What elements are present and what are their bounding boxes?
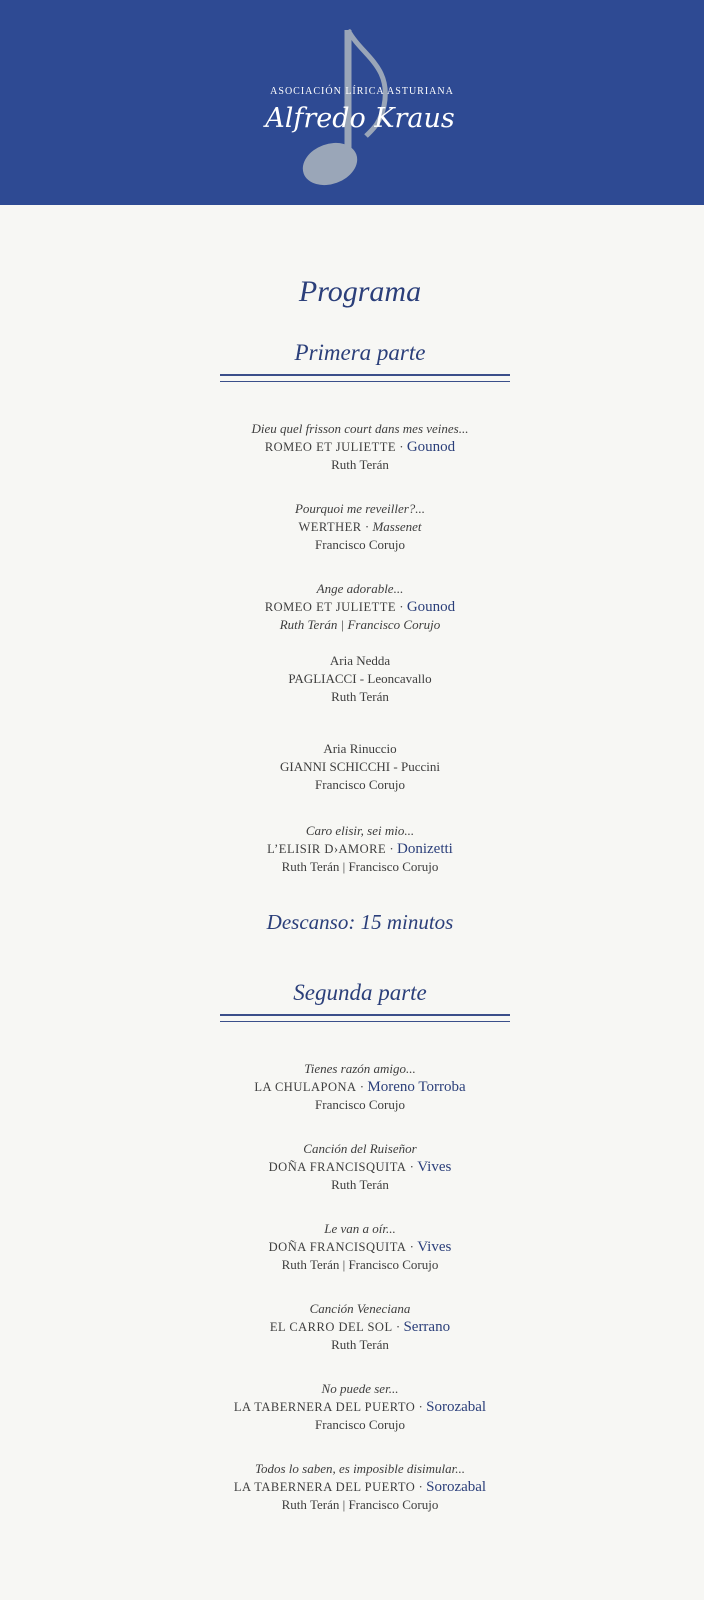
item-excerpt: Canción del Ruiseñor — [303, 1141, 417, 1156]
item-separator: · — [361, 519, 373, 534]
item-separator: · — [406, 1159, 418, 1174]
item-artists: Ruth Terán | Francisco Corujo — [281, 859, 439, 874]
item-work: EL CARRO DEL SOL — [269, 1320, 393, 1334]
item-composer: Sorozabal — [426, 1479, 487, 1495]
item-separator: · — [356, 1079, 368, 1094]
item-composer: Vives — [417, 1239, 452, 1255]
program-item — [210, 652, 510, 706]
item-composer: Leoncavallo — [367, 671, 432, 686]
item-excerpt: Dieu quel frisson court dans mes veines... — [251, 421, 469, 436]
program-item — [210, 1300, 510, 1354]
item-composer: Puccini — [400, 759, 440, 774]
item-artists: Ruth Terán — [331, 457, 389, 472]
item-artists: Francisco Corujo — [315, 1097, 405, 1112]
item-separator: · — [406, 1239, 418, 1254]
item-separator: · — [395, 439, 407, 454]
item-composer: Gounod — [406, 599, 456, 615]
item-work: WERTHER — [298, 520, 362, 534]
program-item — [210, 1220, 510, 1274]
item-composer: Gounod — [406, 439, 456, 455]
item-separator: - — [390, 759, 401, 774]
item-artists: Ruth Terán | Francisco Corujo — [281, 1497, 439, 1512]
program-item — [210, 580, 510, 634]
part-one-divider — [220, 374, 510, 382]
association-name: ASOCIACIÓN LÍRICA ASTURIANA — [270, 86, 454, 97]
program-item — [210, 822, 510, 876]
item-work: PAGLIACCI — [288, 671, 357, 686]
header-band — [0, 0, 704, 205]
item-excerpt: Ange adorable... — [316, 581, 404, 596]
association-title: Alfredo Kraus — [265, 103, 455, 134]
program-item — [210, 500, 510, 554]
item-excerpt: Tienes razón amigo... — [304, 1061, 416, 1076]
item-excerpt: Canción Veneciana — [309, 1301, 411, 1316]
item-excerpt: Aria Nedda — [329, 653, 391, 668]
item-composer: Sorozabal — [426, 1399, 487, 1415]
item-composer: Vives — [417, 1159, 452, 1175]
item-separator: · — [415, 1479, 427, 1494]
item-work: LA TABERNERA DEL PUERTO — [233, 1400, 416, 1414]
program-item — [210, 1060, 510, 1114]
item-composer: Serrano — [403, 1319, 451, 1335]
program-item — [210, 1460, 510, 1514]
item-composer: Donizetti — [397, 841, 453, 857]
item-separator: · — [386, 841, 397, 856]
page-title: Programa — [298, 275, 422, 308]
item-artists: Francisco Corujo — [315, 777, 405, 792]
program-item — [210, 420, 510, 474]
item-composer: Moreno Torroba — [367, 1079, 466, 1095]
item-excerpt: Caro elisir, sei mio... — [305, 823, 415, 838]
item-work: DOÑA FRANCISQUITA — [268, 1240, 407, 1254]
part-two-divider — [220, 1014, 510, 1022]
program-item — [210, 1140, 510, 1194]
item-artists: Ruth Terán — [331, 1177, 389, 1192]
item-work: ROMEO ET JULIETTE — [264, 440, 396, 454]
item-excerpt: No puede ser... — [321, 1381, 399, 1396]
item-artists: Ruth Terán — [331, 689, 389, 704]
part-one-heading: Primera parte — [294, 340, 426, 365]
item-work: ROMEO ET JULIETTE — [264, 600, 396, 614]
item-separator: · — [395, 599, 407, 614]
intermission-heading: Descanso: 15 minutos — [266, 910, 454, 934]
item-separator: - — [356, 671, 368, 686]
item-work: LA CHULAPONA — [254, 1080, 357, 1094]
item-excerpt: Aria Rinuccio — [323, 741, 397, 756]
item-excerpt: Pourquoi me reveiller?... — [294, 501, 426, 516]
program-item — [210, 1380, 510, 1434]
item-artists: Ruth Terán — [331, 1337, 389, 1352]
item-excerpt: Le van a oír... — [324, 1221, 396, 1236]
item-work: GIANNI SCHICCHI — [280, 759, 391, 774]
item-composer: Massenet — [372, 519, 422, 534]
item-artists: Francisco Corujo — [315, 1417, 405, 1432]
item-work: DOÑA FRANCISQUITA — [268, 1160, 407, 1174]
item-artists: Francisco Corujo — [315, 537, 405, 552]
item-work: LA TABERNERA DEL PUERTO — [233, 1480, 416, 1494]
item-artists: Ruth Terán | Francisco Corujo — [281, 1257, 439, 1272]
program-item — [210, 740, 510, 794]
item-work: L’ELISIR D›AMORE — [267, 842, 387, 856]
item-excerpt: Todos lo saben, es imposible disimular... — [254, 1461, 466, 1476]
item-separator: · — [392, 1319, 404, 1334]
part-two-heading: Segunda parte — [293, 980, 427, 1005]
item-separator: · — [415, 1399, 427, 1414]
item-artists: Ruth Terán | Francisco Corujo — [279, 617, 441, 632]
